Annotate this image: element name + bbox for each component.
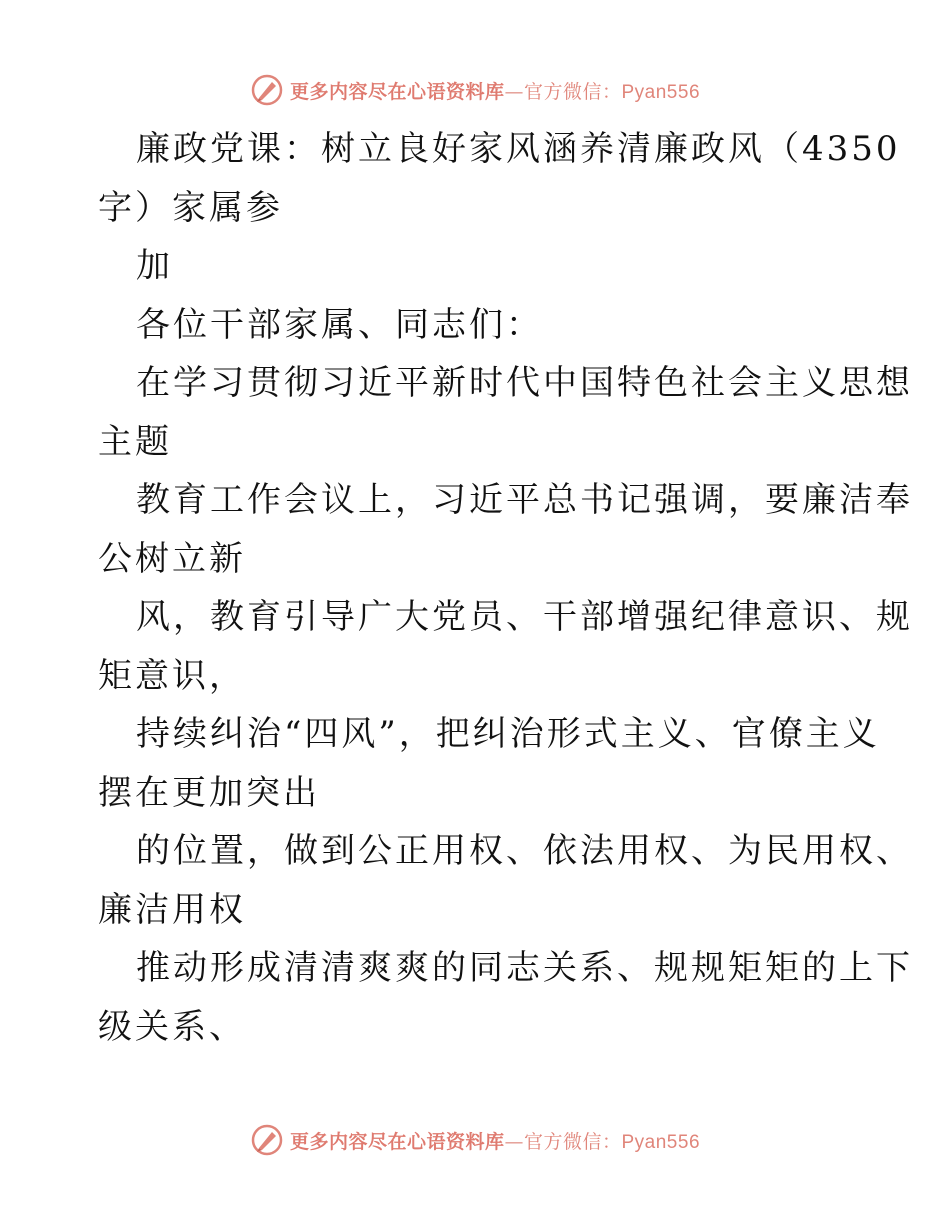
- paragraph-line: 风，教育引导广大党员、干部增强纪律意识、规: [136, 597, 913, 637]
- header-banner: [0, 70, 950, 110]
- footer-main-text: 更多内容尽在心语资料库: [289, 1130, 505, 1153]
- footer-separator: —: [504, 1130, 524, 1153]
- paragraph-line: 摆在更加突出: [98, 772, 320, 813]
- header-main-text: 更多内容尽在心语资料库: [289, 80, 505, 103]
- document-title-line-3: 加: [136, 246, 173, 286]
- salutation-line: 各位干部家属、同志们：: [136, 304, 543, 345]
- paragraph-line: 推动形成清清爽爽的同志关系、规规矩矩的上下: [136, 948, 913, 988]
- paragraph-line: 公树立新: [98, 538, 246, 579]
- header-wechat-label: 官方微信：: [523, 80, 622, 103]
- paragraph-line: 的位置，做到公正用权、依法用权、为民用权、: [136, 831, 913, 871]
- footer-banner: [0, 1120, 950, 1160]
- paragraph-line: 持续纠治“四风”，把纠治形式主义、官僚主义: [136, 714, 880, 754]
- document-body: [98, 120, 913, 1056]
- document-title-line-2: 字）家属参: [98, 187, 283, 228]
- document-title-line-1: 廉政党课：树立良好家风涵养清廉政风（4350: [136, 129, 901, 169]
- header-wechat-id: Pyan556: [621, 81, 701, 103]
- pen-nib-logo-icon: [250, 1123, 284, 1157]
- paragraph-line: 廉洁用权: [98, 889, 246, 930]
- header-text: [290, 77, 700, 104]
- paragraph-line: 在学习贯彻习近平新时代中国特色社会主义思想: [136, 363, 913, 403]
- footer-wechat-label: 官方微信：: [523, 1130, 622, 1153]
- paragraph-line: 矩意识，: [98, 655, 246, 696]
- paragraph-line: 级关系、: [98, 1006, 246, 1047]
- pen-nib-logo-icon: [250, 73, 284, 107]
- footer-wechat-id: Pyan556: [621, 1131, 701, 1153]
- paragraph-line: 教育工作会议上，习近平总书记强调，要廉洁奉: [136, 480, 913, 520]
- header-separator: —: [504, 80, 524, 103]
- paragraph-line: 主题: [98, 421, 172, 462]
- footer-text: [290, 1127, 700, 1154]
